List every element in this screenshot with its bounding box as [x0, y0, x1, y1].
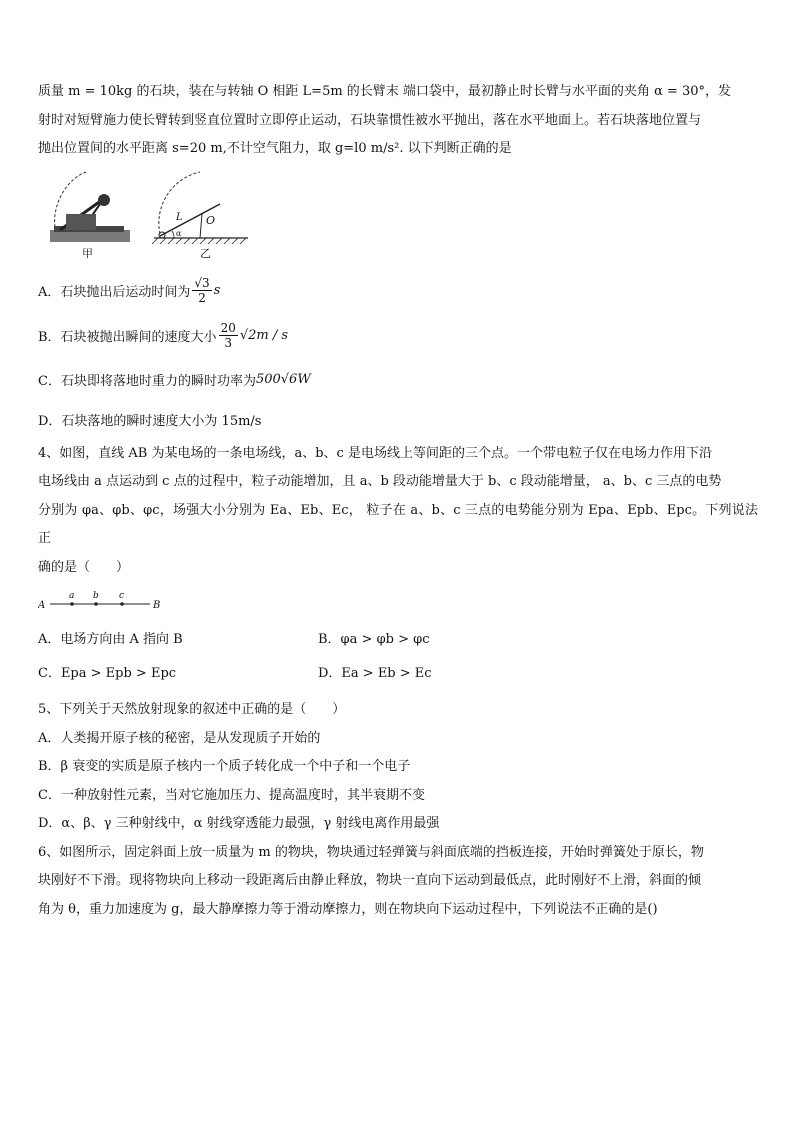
value-tail: 500√6W	[255, 372, 311, 387]
label-b: b	[93, 591, 99, 601]
label-jia: 甲	[82, 246, 93, 260]
unit: s	[213, 282, 221, 298]
q5-stem: 5、下列关于天然放射现象的叙述中正确的是（ ）	[38, 702, 346, 717]
question-6	[38, 839, 758, 925]
q3-option-a-text: A．石块抛出后运动时间为	[38, 284, 191, 300]
q3-option-a[interactable]	[38, 276, 758, 305]
fraction	[192, 276, 211, 305]
label-L: L	[176, 211, 183, 223]
catapult-yi-drawing	[152, 172, 248, 260]
q3-figure	[42, 170, 758, 262]
q3-option-b[interactable]	[38, 321, 758, 350]
q3-stem-line-1: 质量 m = 10kg 的石块，装在与转轴 O 相距 L=5m 的长臂末 端口袋中，最初静止时长臂与水平面的夹角 α = 30°，发	[38, 84, 732, 99]
q4-option-c[interactable]: C．Epa > Epb > Epc	[38, 666, 177, 681]
catapult-diagram	[42, 170, 302, 262]
q4-option-a[interactable]: A．电场方向由 A 指向 B	[38, 632, 183, 647]
q4-figure	[38, 586, 758, 622]
value-tail: √2m / s	[239, 327, 289, 343]
question-4	[38, 440, 758, 685]
q4-stem-line-3: 分别为 φa、φb、φc，场强大小分别为 Ea、Eb、Ec， 粒子在 a、b、c 三点的电势能分别为 Epa、Epb、Epc。下列说法正	[38, 502, 758, 546]
q6-stem-line-1: 6、如图所示，固定斜面上放一质量为 m 的物块，物块通过轻弹簧与斜面底端的挡板连接，开始时弹簧处于原长，物	[38, 844, 704, 860]
label-a: a	[69, 591, 75, 601]
fraction-numerator: √3	[194, 275, 210, 290]
q3-option-d-text: D．石块落地的瞬时速度大小为 15m/s	[38, 414, 262, 429]
q4-options	[38, 630, 758, 684]
label-O: O	[206, 213, 216, 227]
q3-option-d[interactable]	[38, 410, 758, 430]
fraction-numerator: 20	[220, 320, 236, 335]
exam-page	[38, 78, 758, 924]
label-alpha: α	[176, 228, 182, 238]
q5-option-a[interactable]: A．人类揭开原子核的秘密，是从发现质子开始的	[38, 730, 321, 746]
q6-stem-line-2: 块刚好不下滑。现将物块向上移动一段距离后由静止释放，物块一直向下运动到最低点，此时刚好不上滑，斜面的倾	[38, 873, 702, 888]
q3-stem-line-2: 射时对短臂施力使长臂转到竖直位置时立即停止运动，石块靠惯性被水平抛出，落在水平地面上。若石块落地位置与	[38, 112, 702, 128]
q4-stem-line-2: 电场线由 a 点运动到 c 点的过程中，粒子动能增加，且 a、b 段动能增量大于 b、c 段动能增量， a、b、c 三点的电势	[38, 474, 722, 489]
label-B: B	[153, 600, 161, 611]
question-5	[38, 696, 758, 839]
q5-option-d[interactable]: D．α、β、γ 三种射线中，α 射线穿透能力最强，γ 射线电离作用最强	[38, 816, 440, 831]
q3-option-b-text: B．石块被抛出瞬间的速度大小	[38, 329, 217, 345]
q4-stem-line-1: 4、如图，直线 AB 为某电场的一条电场线，a、b、c 是电场线上等间距的三个点。一个带电粒子仅在电场力作用下沿	[38, 445, 712, 461]
fraction-denominator: 2	[198, 290, 206, 305]
q3-option-c[interactable]	[38, 370, 758, 390]
catapult-jia-drawing	[50, 172, 130, 260]
q6-stem-line-3: 角为 θ，重力加速度为 g，最大静摩擦力等于滑动摩擦力，则在物块向下运动过程中，下列说法不正确的是()	[38, 901, 658, 917]
q4-option-b[interactable]: B．φa > φb > φc	[318, 632, 430, 647]
q4-option-d[interactable]: D．Ea > Eb > Ec	[318, 666, 432, 681]
question-3	[38, 78, 758, 430]
q3-option-c-text: C．石块即将落地时重力的瞬时功率为	[38, 374, 256, 389]
q5-option-c[interactable]: C．一种放射性元素，当对它施加压力、提高温度时，其半衰期不变	[38, 787, 425, 803]
fraction	[219, 321, 238, 350]
q4-stem-line-4: 确的是（ ）	[38, 559, 130, 575]
q3-stem-line-3: 抛出位置间的水平距离 s=20 m,不计空气阻力，取 g=l0 m/s². 以下判断正确的是	[38, 141, 512, 156]
field-line-diagram	[38, 586, 178, 616]
label-c: c	[119, 591, 125, 601]
q5-option-b[interactable]: B．β 衰变的实质是原子核内一个质子转化成一个中子和一个电子	[38, 759, 411, 774]
fraction-denominator: 3	[224, 335, 233, 350]
label-A: A	[38, 600, 46, 611]
label-yi: 乙	[200, 246, 211, 260]
